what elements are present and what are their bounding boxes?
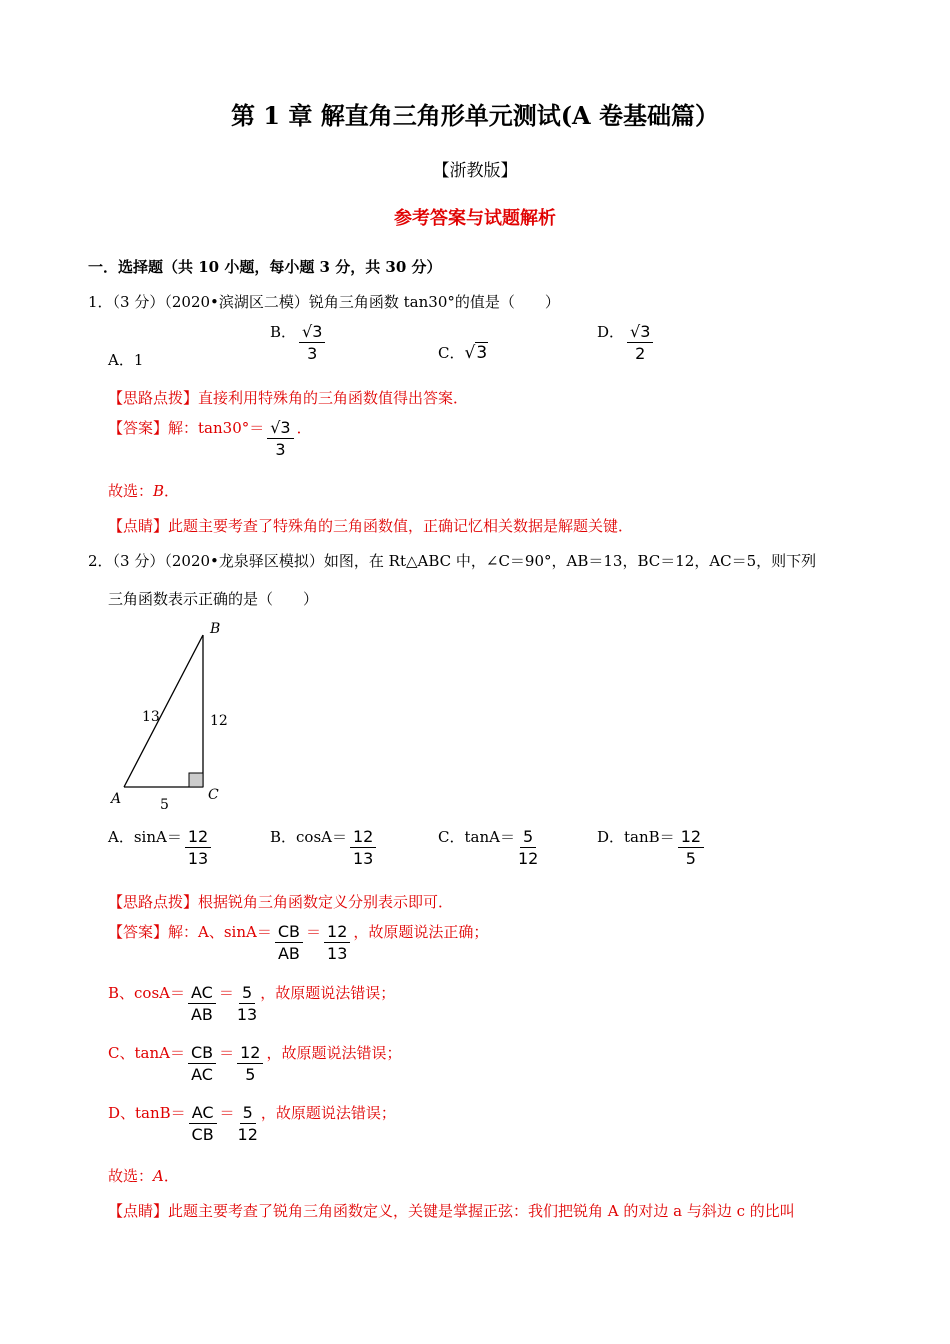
section-heading: 一．选择题（共 10 小题，每小题 3 分，共 30 分） <box>88 258 442 276</box>
answer-text: D、tanB＝ <box>108 1104 186 1122</box>
fraction <box>185 826 211 869</box>
option-label: D．tanB＝ <box>597 828 675 846</box>
sqrt: √3 <box>464 343 488 363</box>
fraction <box>324 921 350 964</box>
label-ab: 13 <box>142 709 160 725</box>
q2-stem-line2: 三角函数表示正确的是（ ） <box>108 590 319 608</box>
q2-answer-line-a: 【答案】解：A、sinA＝ $\frac{CB}{AB}$ ＝ $\frac{12}{13}$ ，故原题说法正确； <box>108 922 489 963</box>
q1-option-d <box>597 321 656 364</box>
denominator: 3 <box>307 344 318 363</box>
answer-tag: 【答案】 <box>108 923 169 941</box>
choice-label: 故选： <box>108 482 154 500</box>
q2-answer-line-c: C、tanA＝ $\frac{CB}{AC}$ ＝ $\frac{12}{5}$ ，故原题说法错误； <box>108 1043 402 1084</box>
option-label: B．cosA＝ <box>270 828 347 846</box>
numerator: √3 <box>627 321 653 343</box>
denominator: 12 <box>237 1125 258 1144</box>
q2-stem-line1: 2．（3 分）（2020•龙泉驿区模拟）如图，在 Rt△ABC 中，∠C＝90°，AB＝13，BC＝12，AC＝5，则下列 <box>88 552 817 570</box>
denominator: 5 <box>685 849 696 868</box>
fraction <box>350 826 376 869</box>
q1-comment <box>108 515 633 536</box>
subtitle: 参考答案与试题解析 <box>394 208 556 229</box>
fraction <box>267 417 293 460</box>
right-angle-mark <box>189 773 203 787</box>
comment-tag: 【点睛】 <box>108 517 169 535</box>
q1-option-a <box>108 330 143 370</box>
vertex-a: A <box>111 791 122 807</box>
option-label: D． <box>597 323 625 341</box>
q2-option-a <box>108 826 214 869</box>
option-label: C． <box>438 344 465 362</box>
fraction <box>188 982 216 1025</box>
q2-option-d <box>597 826 707 869</box>
choice-end: ． <box>164 482 180 500</box>
fraction <box>238 1102 258 1145</box>
fraction <box>275 921 303 964</box>
denominator: 13 <box>187 849 209 868</box>
choice-value: B <box>153 482 165 500</box>
denominator: 13 <box>353 849 374 868</box>
answer-conclusion: ，故原题说法错误； <box>266 1044 402 1062</box>
denominator: AB <box>277 944 300 963</box>
numerator: CB <box>275 921 303 943</box>
numerator: 5 <box>520 826 536 848</box>
q1-hint <box>108 387 468 408</box>
q1-stem: 1．（3 分）（2020•滨湖区二模）锐角三角函数 tan30°的值是（ ） <box>88 293 560 311</box>
denominator: 5 <box>245 1065 256 1084</box>
vertex-c: C <box>208 787 219 803</box>
comment-tag: 【点睛】 <box>108 1202 169 1220</box>
page-title: 第 1 章 解直角三角形单元测试(A 卷基础篇） <box>230 101 720 130</box>
hint-tag: 【思路点拨】 <box>108 389 199 407</box>
comment-text: 此题主要考查了锐角三角函数定义，关键是掌握正弦：我们把锐角 A 的对边 a 与斜边 c 的比叫 <box>168 1202 795 1220</box>
q1-option-c <box>438 342 488 363</box>
denominator: AC <box>191 1065 213 1084</box>
denominator: 13 <box>327 944 348 963</box>
numerator: 5 <box>239 982 255 1004</box>
option-label: C．tanA＝ <box>438 828 515 846</box>
choice-value: A <box>153 1167 164 1185</box>
numerator: 12 <box>185 826 211 848</box>
option-label: A．sinA＝ <box>108 828 182 846</box>
numerator: 12 <box>678 826 704 848</box>
numerator: CB <box>188 1042 216 1064</box>
q2-hint <box>108 891 453 912</box>
fraction <box>237 982 257 1025</box>
fraction <box>518 826 538 869</box>
option-label: A．1 <box>108 351 144 369</box>
q2-answer-line-d: D、tanB＝ $\frac{AC}{CB}$ ＝ $\frac{5}{12}$ ，故原题说法错误； <box>108 1103 396 1144</box>
fraction <box>299 321 325 364</box>
answer-text: B、cosA＝ <box>108 984 185 1002</box>
q1-answer <box>108 417 312 460</box>
numerator: AC <box>188 982 216 1004</box>
answer-end: ． <box>296 419 312 437</box>
numerator: AC <box>189 1102 217 1124</box>
hint-tag: 【思路点拨】 <box>108 893 199 911</box>
q2-option-b <box>270 826 379 869</box>
choice-end: ． <box>163 1167 179 1185</box>
q2-option-c <box>438 826 541 869</box>
q2-comment <box>108 1200 795 1221</box>
answer-tag: 【答案】 <box>108 419 169 437</box>
radicand: 3 <box>476 343 488 363</box>
hint-text: 直接利用特殊角的三角函数值得出答案． <box>198 389 469 407</box>
denominator: 2 <box>635 344 646 363</box>
label-ac: 5 <box>160 797 169 813</box>
triangle-figure <box>100 615 240 815</box>
numerator: √3 <box>267 417 293 439</box>
q1-option-b <box>270 321 328 364</box>
fraction <box>188 1042 216 1085</box>
numerator: √3 <box>299 321 325 343</box>
answer-text: C、tanA＝ <box>108 1044 185 1062</box>
denominator: 13 <box>236 1005 258 1024</box>
comment-text: 此题主要考查了特殊角的三角函数值，正确记忆相关数据是解题关键． <box>168 517 634 535</box>
fraction <box>678 826 704 869</box>
answer-conclusion: ，故原题说法错误； <box>260 984 396 1002</box>
q2-answer-line-b: B、cosA＝ $\frac{AC}{AB}$ ＝ $\frac{5}{13}$ ，故原题说法错误； <box>108 983 396 1024</box>
q1-choice <box>108 480 179 501</box>
choice-label: 故选： <box>108 1167 154 1185</box>
hint-text: 根据锐角三角函数定义分别表示即可． <box>198 893 454 911</box>
option-label: B． <box>270 323 297 341</box>
numerator: 12 <box>324 921 350 943</box>
label-bc: 12 <box>210 713 228 729</box>
vertex-b: B <box>210 621 221 637</box>
edition-label: 【浙教版】 <box>432 161 518 181</box>
fraction <box>627 321 653 364</box>
denominator: 3 <box>275 440 286 459</box>
answer-text: 解：A、sinA＝ <box>168 923 272 941</box>
side-ab <box>124 635 203 787</box>
answer-conclusion: ，故原题说法正确； <box>353 923 489 941</box>
denominator: AB <box>190 1005 213 1024</box>
numerator: 12 <box>237 1042 263 1064</box>
fraction <box>189 1102 217 1145</box>
numerator: 5 <box>240 1102 256 1124</box>
answer-conclusion: ，故原题说法错误； <box>260 1104 396 1122</box>
fraction <box>237 1042 263 1085</box>
answer-text: 解：tan30°＝ <box>168 419 265 437</box>
numerator: 12 <box>350 826 376 848</box>
denominator: CB <box>191 1125 214 1144</box>
denominator: 12 <box>517 849 539 868</box>
q2-choice <box>108 1165 179 1186</box>
